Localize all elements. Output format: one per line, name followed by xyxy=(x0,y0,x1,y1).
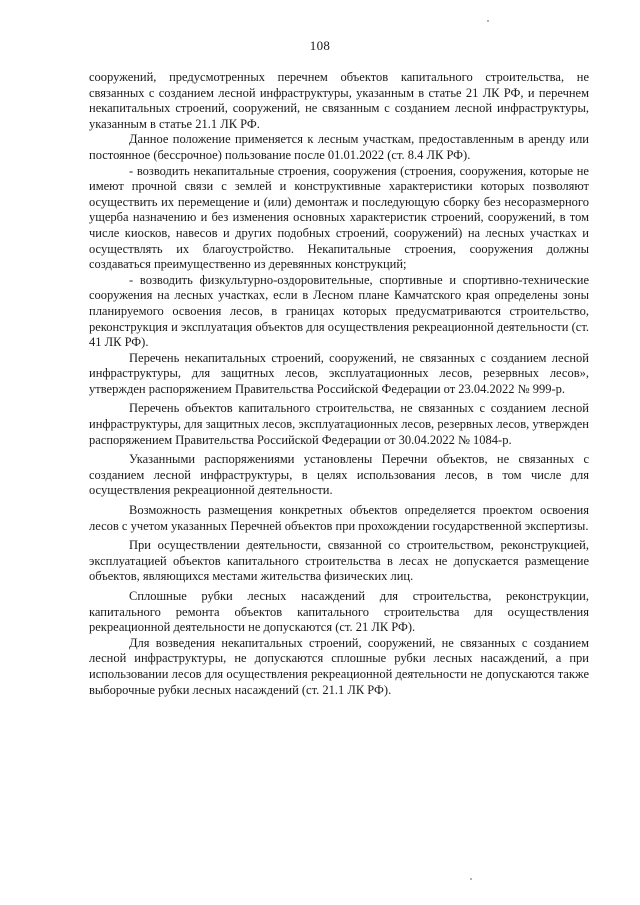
scan-dot-top xyxy=(487,20,489,22)
paragraph-9: При осуществлении деятельности, связанной со строительством, реконструкцией, эксплуатацией объектов капитального строительства в лесах не допускается размещение объектов, являющихся местами жительства физических лиц. xyxy=(89,538,589,584)
page-number: 108 xyxy=(309,38,331,53)
paragraph-6: Перечень объектов капитального строительства, не связанных с созданием лесной инфраструктуры, для защитных лесов, эксплуатационных лесов, резервных лесов, утвержден распоряжением Правительства Российской Федерации от 30.04.2022 № 1084-р. xyxy=(89,401,589,447)
paragraph-11: Для возведения некапитальных строений, сооружений, не связанных с созданием лесной инфраструктуры, не допускаются сплошные рубки лесных насаждений, а при использовании лесов для осуществления рекреационной деятельности не допускаются также выборочные рубки лесных насаждений (ст. 21.1 ЛК РФ). xyxy=(89,635,589,697)
paragraph-7: Указанными распоряжениями установлены Перечни объектов, не связанных с созданием лесной инфраструктуры, в целях использования лесов, в том числе для осуществления рекреационной деятельности. xyxy=(89,452,589,498)
paragraph-2: Данное положение применяется к лесным участкам, предоставленным в аренду или постоянное (бессрочное) пользование после 01.01.2022 (ст. 8.4 ЛК РФ). xyxy=(89,132,589,162)
paragraph-1: сооружений, предусмотренных перечнем объектов капитального строительства, не связанных с созданием лесной инфраструктуры, указанным в статье 21 ЛК РФ, и перечнем некапитальных строений, сооружений, не связанным с созданием лесной инфраструктуры, указанным в статье 21.1 ЛК РФ. xyxy=(89,70,589,131)
paragraph-5: Перечень некапитальных строений, сооружений, не связанных с созданием лесной инфраструктуры, для защитных лесов, эксплуатационных лесов, резервных лесов», утвержден распоряжением Правительства Российской Федерации от 23.04.2022 № 999-р. xyxy=(89,350,589,396)
document-body xyxy=(89,70,589,698)
paragraph-4: - возводить физкультурно-оздоровительные, спортивные и спортивно-технические сооружения на лесных участках, если в Лесном плане Камчатского края определены зоны планируемого освоения лесов, в границах которых предусматриваются строительство, реконструкция и эксплуатация объектов для осуществления рекреационной деятельности (ст. 41 ЛК РФ). xyxy=(89,272,589,350)
paragraph-8: Возможность размещения конкретных объектов определяется проектом освоения лесов с учетом указанных Перечней объектов при прохождении государственной экспертизы. xyxy=(89,503,589,533)
paragraph-3: - возводить некапитальные строения, сооружения (строения, сооружения, которые не имеют прочной связи с землей и конструктивные характеристики которых позволяют осуществить их перемещение и (или) демонтаж и последующую сборку без несоразмерного ущерба назначению и без изменения основных характеристик строений, сооружений, в том числе киосков, навесов и других подобных строений, сооружений) на лесных участках и осуществлять их благоустройство. Некапитальные строения, сооружения должны создаваться преимущественно из деревянных конструкций; xyxy=(89,163,589,272)
paragraph-10: Сплошные рубки лесных насаждений для строительства, реконструкции, капитального ремонта объектов капитального строительства для осуществления рекреационной деятельности не допускаются (ст. 21 ЛК РФ). xyxy=(89,589,589,635)
scan-dot-bottom xyxy=(470,878,472,880)
